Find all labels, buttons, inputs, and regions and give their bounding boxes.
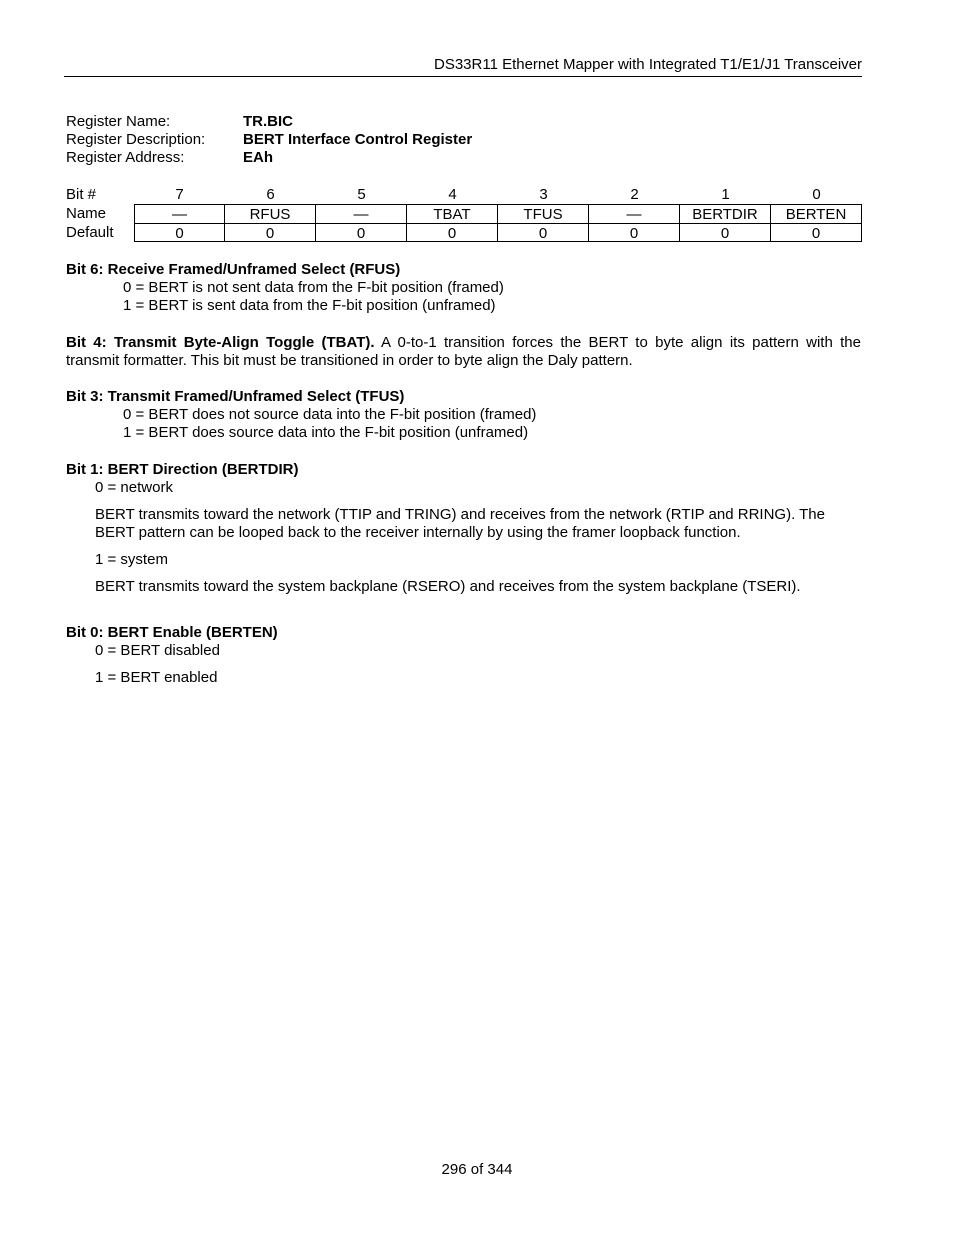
bit6-option-0: 0 = BERT is not sent data from the F-bit position (framed) <box>123 279 504 296</box>
bit4-title: Bit 4: Transmit Byte-Align Toggle (TBAT). <box>66 334 375 351</box>
bit6-option-1: 1 = BERT is sent data from the F-bit position (unframed) <box>123 297 496 314</box>
bit-default-1: 0 <box>680 223 771 242</box>
register-address-value: EAh <box>243 149 273 166</box>
bit-default-6: 0 <box>225 223 316 242</box>
bit-default-3: 0 <box>498 223 589 242</box>
bit4-description: A 0-to-1 transition forces the BERT to byte align its pattern with the transmit formatter. This bit must be transitioned in order to byte align the Daly pattern. <box>66 334 861 369</box>
bit-name-0: BERTEN <box>771 204 862 223</box>
bit0-option-0: 0 = BERT disabled <box>95 642 220 659</box>
bit-default-4: 0 <box>407 223 498 242</box>
bit0-section <box>66 624 861 687</box>
page-header: DS33R11 Ethernet Mapper with Integrated T1/E1/J1 Transceiver <box>64 55 862 77</box>
bit-number-5: 5 <box>357 186 366 203</box>
bit-number-7: 7 <box>175 186 184 203</box>
bit1-title: Bit 1: BERT Direction (BERTDIR) <box>66 461 299 478</box>
bit3-section <box>66 388 861 442</box>
bit-number-4: 4 <box>448 186 457 203</box>
bit1-option-1: 1 = system <box>95 551 168 568</box>
register-name-value: TR.BIC <box>243 113 293 130</box>
bit-name-5: — <box>316 204 407 223</box>
bit-default-0: 0 <box>771 223 862 242</box>
bit-name-3: TFUS <box>498 204 589 223</box>
bit1-option-0-description: BERT transmits toward the network (TTIP and TRING) and receives from the network (RTIP and RRING). The BERT pattern can be looped back to the receiver internally by using the framer loopback function. <box>95 506 825 541</box>
bit6-title: Bit 6: Receive Framed/Unframed Select (RFUS) <box>66 261 401 278</box>
bit-name-1: BERTDIR <box>680 204 771 223</box>
bit-name-7: — <box>134 204 225 223</box>
bit-number-3: 3 <box>539 186 548 203</box>
bit-default-7: 0 <box>134 223 225 242</box>
bit-number-label: Bit # <box>66 186 97 203</box>
bit3-title: Bit 3: Transmit Framed/Unframed Select (TFUS) <box>66 388 405 405</box>
register-description-label: Register Description: <box>66 131 206 148</box>
bit-default-5: 0 <box>316 223 407 242</box>
register-description-value: BERT Interface Control Register <box>243 131 473 148</box>
page-number: 296 of 344 <box>441 1161 513 1178</box>
register-name-label: Register Name: <box>66 113 171 130</box>
bit-default-2: 0 <box>589 223 680 242</box>
bit0-option-1: 1 = BERT enabled <box>95 669 218 686</box>
bit1-option-1-description: BERT transmits toward the system backplane (RSERO) and receives from the system backplane (TSERI). <box>95 578 801 595</box>
bit-name-4: TBAT <box>407 204 498 223</box>
register-address-label: Register Address: <box>66 149 185 166</box>
bit1-option-0: 0 = network <box>95 479 173 496</box>
bit-name-2: — <box>589 204 680 223</box>
bit-number-6: 6 <box>266 186 275 203</box>
bit3-option-1: 1 = BERT does source data into the F-bit position (unframed) <box>123 424 529 441</box>
bit-number-0: 0 <box>812 186 821 203</box>
bit0-title: Bit 0: BERT Enable (BERTEN) <box>66 624 278 641</box>
bit-name-label: Name <box>66 205 107 222</box>
bit-number-1: 1 <box>721 186 730 203</box>
bit3-option-0: 0 = BERT does not source data into the F-bit position (framed) <box>123 406 537 423</box>
bit-default-label: Default <box>66 224 114 241</box>
bit1-section <box>66 461 861 596</box>
bit4-section <box>66 334 861 370</box>
bit-number-2: 2 <box>630 186 639 203</box>
bit6-section <box>66 261 861 315</box>
bit-name-6: RFUS <box>225 204 316 223</box>
